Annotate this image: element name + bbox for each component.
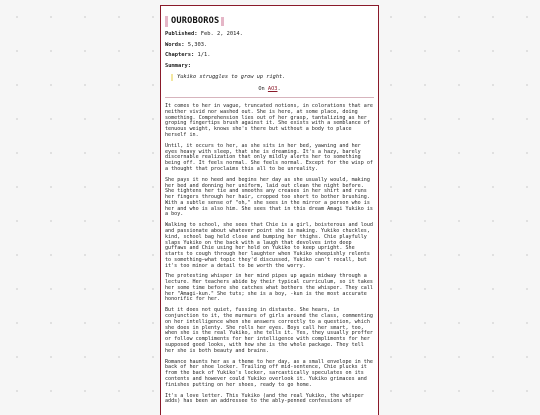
- story-paragraph: She pays it no heed and begins her day as she usually would, making her bed and donning her uniform, laid out clean the night before. She tightens her tie and smooths any creases in her shirt and runs her fingers through her hair, cropped too short to bother brushing. With a subtle sense of "oh," she sees in the mirror a person who is her and who is also him. She sees that in this dream Amagi Yukiko is a boy.: [165, 176, 373, 218]
- title-marker-left: [165, 16, 168, 27]
- story-paragraph: But it does not quiet, fussing in distaste. She hears, in conjunction to it, the murmurs of girls around the class, commenting on her intelligence when she answers correctly to a question, which she does in plenty. She rolls her eyes. Boys call her smart, too, when she is the real Yukiko, she tells it. Yes, they usually proffer or follow compliments for her intelligence with compliments for her supposed good looks, with how she is the whole package. They tell her she is both beauty and brains.: [165, 307, 373, 354]
- story-paragraph: Walking to school, she sees that Chie is a girl, boisterous and loud and passionate about whatever point she is making. Yukiko chuckles, kind, school bag held close and bumping her thighs. Chie playfully slaps Yukiko on the back with a laugh that devolves into deep guffaws and Chie using her hold on Yukiko to keep upright. She starts to cough through her laughter when Yukiko sheepishly relents to something—what topic they'd discussed, Yukiko can't recall, but it's too minor a detail to be worth the worry.: [165, 222, 373, 269]
- work-title: OUROBOROS: [171, 16, 220, 26]
- story-paragraph: Romance haunts her as a theme to her day, as a small envelope in the back of her shoe locker. Trailing off mid-sentence, Chie plucks it from the back of Yukiko's locker, sarcastically speculates on its contents and however could Yukiko overlook it. Yukiko grimaces and finishes putting on her shoes, ready to go home.: [165, 358, 373, 388]
- words-label: Words:: [165, 41, 185, 48]
- story-paragraph: The protesting whisper in her mind pipes up again midway through a lecture. Her teachers abide by their typical curriculum, so it takes her some time before she catches what bothers the whisper. They call her "Amagi-kun." She tuts; she is a boy, -kun is the most accurate honorific for her.: [165, 273, 373, 303]
- chapters-label: Chapters:: [165, 52, 195, 59]
- summary-label: Summary:: [165, 63, 191, 70]
- story-paragraph: Until, it occurs to her, as she sits in her bed, yawning and her eyes heavy with sleep, that she is dreaming. It's a hazy, barely discernable realization that only mildly alerts her to something being off. It feels normal. She feels normal. Except for the wisp of a thought that proclaims this all to be unreality.: [165, 142, 373, 172]
- published-row: [165, 31, 374, 38]
- title-marker-right: [221, 17, 224, 26]
- published-value: Feb. 2, 2014.: [200, 31, 243, 37]
- work-metadata: [165, 31, 374, 59]
- chapters-value: 1/1.: [197, 52, 211, 59]
- title-row: [165, 14, 374, 28]
- words-value: 5,303.: [187, 41, 208, 48]
- source-line: [165, 86, 374, 92]
- story-paragraph: It's a love letter. This Yukiko (and the real Yukiko, the whisper adds) has been an addressee to the ably-penned confessions of: [165, 392, 364, 405]
- story-paragraph: It comes to her in vague, truncated notions, in colorations that are neither vivid nor washed out. She is here, at some place, doing something. Comprehension lies out of her grasp, tantalizing as her groping fingertips brush against it. She exists with a semblance of tenuous weight, knows she's there but without a body to place herself in.: [165, 103, 373, 138]
- source-prefix: On: [258, 86, 265, 93]
- words-row: [165, 42, 374, 49]
- published-label: Published:: [165, 31, 198, 37]
- document-page: [160, 5, 379, 415]
- summary-quote: Yukiko struggles to grow up right.: [171, 74, 374, 81]
- story-body: [165, 104, 374, 405]
- chapters-row: [165, 52, 374, 59]
- divider: [165, 97, 374, 98]
- source-suffix: .: [277, 86, 281, 93]
- ao3-link[interactable]: AO3: [267, 86, 278, 93]
